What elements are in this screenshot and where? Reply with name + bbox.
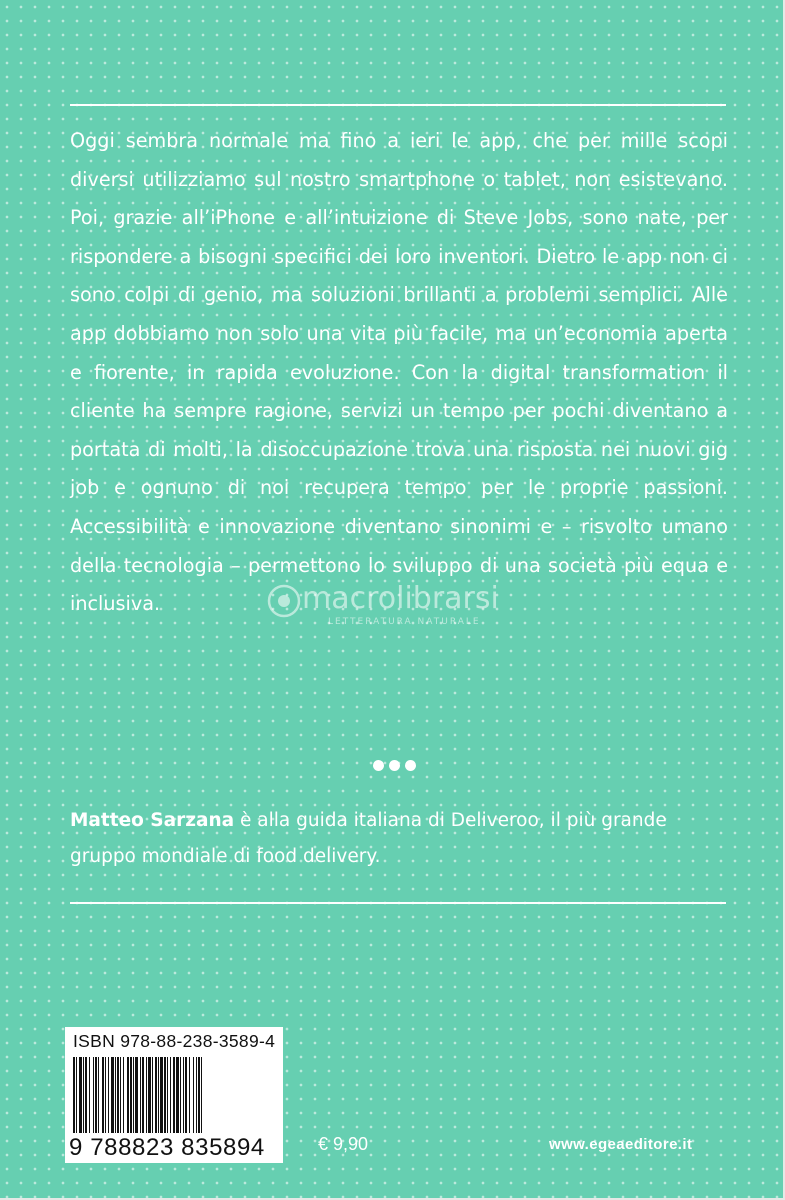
barcode-bar xyxy=(117,1057,119,1133)
barcode-bar xyxy=(183,1057,184,1133)
barcode-bar xyxy=(152,1057,153,1133)
author-bio xyxy=(70,803,730,875)
isbn-label: ISBN 978-88-238-3589-4 xyxy=(73,1031,276,1051)
barcode-bar xyxy=(176,1057,179,1133)
barcode-bar xyxy=(160,1057,163,1133)
barcode-bar xyxy=(173,1057,175,1133)
barcode-bar xyxy=(105,1057,106,1133)
barcode-bar xyxy=(135,1057,138,1133)
barcode-bar xyxy=(95,1057,97,1133)
barcode-bar xyxy=(115,1057,116,1133)
barcode-bar xyxy=(164,1057,166,1133)
barcode-bar xyxy=(79,1057,82,1133)
barcode-bar xyxy=(189,1057,190,1133)
barcode-bar xyxy=(76,1057,77,1133)
bottom-divider xyxy=(70,902,726,904)
barcode-bar xyxy=(155,1057,157,1133)
barcode-bar xyxy=(83,1057,84,1133)
barcode-bar xyxy=(73,1057,75,1133)
barcode-bar xyxy=(140,1057,141,1133)
barcode-bar xyxy=(89,1057,90,1133)
author-name: Matteo Sarzana xyxy=(70,810,235,831)
barcode-bar xyxy=(167,1057,168,1133)
watermark-circle-icon xyxy=(264,583,304,623)
watermark-logo xyxy=(264,583,524,633)
barcode-bar xyxy=(158,1057,159,1133)
barcode-bar xyxy=(133,1057,134,1133)
barcode-bar xyxy=(170,1057,171,1133)
barcode-bar xyxy=(127,1057,129,1133)
publisher-website: www.egeaeditore.it xyxy=(549,1136,693,1153)
barcode-bar xyxy=(180,1057,181,1133)
price: € 9,90 xyxy=(318,1134,369,1154)
barcode-bar xyxy=(201,1057,202,1133)
barcode-bar xyxy=(130,1057,132,1133)
watermark-text: macrolibrarsi xyxy=(302,581,499,616)
barcode-bar xyxy=(98,1057,99,1133)
barcode-number: 9 788823 835894 xyxy=(69,1134,265,1161)
author-bio-text: è alla guida italiana di Deliveroo, il più grande gruppo mondiale di food delivery. xyxy=(70,810,667,867)
top-divider xyxy=(70,104,726,106)
barcode-bar xyxy=(148,1057,151,1133)
watermark-tagline: LETTERATURA NATURALE xyxy=(328,617,481,627)
barcode-bar xyxy=(120,1057,121,1133)
barcode-bar xyxy=(93,1057,94,1133)
barcode-bar xyxy=(102,1057,104,1133)
barcode-bar xyxy=(123,1057,124,1133)
barcode-bar xyxy=(185,1057,187,1133)
barcode-bar xyxy=(146,1057,147,1133)
barcode-bar xyxy=(108,1057,109,1133)
section-separator-dots xyxy=(373,760,433,774)
book-description: Oggi sembra normale ma fino a ieri le app, che per mille scopi diversi utilizziamo sul nostro smartphone o tablet, non esistevano. Poi, grazie all’iPhone e all’intuizione di Steve Jobs, sono nate, per rispondere a bisogni specifici dei loro inventori. Dietro le app non ci sono colpi di genio, ma soluzioni brillanti a problemi semplici. Alle app dobbiamo non solo una vita più facile, ma un’economia aperta e fiorente, in rapida evoluzione. Con la digital transformation il cliente ha sempre ragione, servizi un tempo per pochi diventano a portata di molti, la disoccupazione trova una risposta nei nuovi gig job e ognuno di noi recupera tempo per le proprie passioni. Accessibilità e innovazione diventano sinonimi e – risvolto umano della tecnologia – permettono lo sviluppo di una società più equa e inclusiva. xyxy=(70,129,728,616)
barcode-bar xyxy=(196,1057,197,1133)
barcode-bar xyxy=(198,1057,200,1133)
isbn-barcode xyxy=(65,1027,283,1163)
barcode-bar xyxy=(85,1057,87,1133)
barcode-bar xyxy=(111,1057,114,1133)
barcode-bars xyxy=(71,1057,277,1135)
barcode-bar xyxy=(193,1057,194,1133)
barcode-bar xyxy=(142,1057,144,1133)
